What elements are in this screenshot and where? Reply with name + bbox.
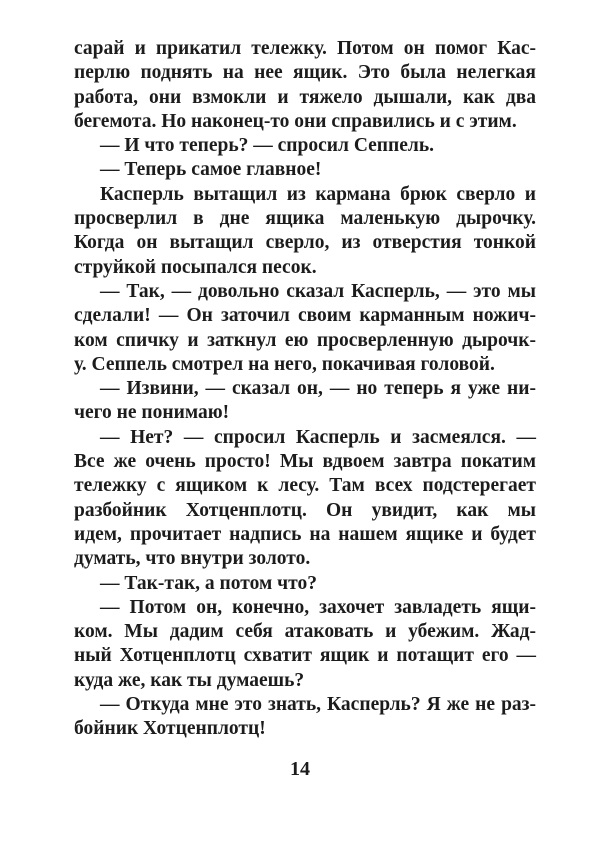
text-line: бойник Хотценплотц! — [74, 718, 266, 740]
text-line: ком. Мы дадим себя атаковать и убежим. Жад- — [74, 621, 536, 643]
text-line: ком спичку и заткнул ею просверленную дырочк- — [74, 329, 536, 351]
text-line: — Так-так, а потом что? — [100, 572, 317, 594]
text-line: думать, что внутри золото. — [74, 548, 311, 570]
text-line: ный Хотценплотц схватит ящик и потащит его — — [74, 645, 536, 667]
text-line: тележку с ящиком к лесу. Там всех подстерегает — [74, 475, 536, 497]
text-line: струйкой посыпался песок. — [74, 256, 317, 278]
text-line: — Извини, — сказал он, — но теперь я уже ни- — [100, 378, 536, 400]
text-line: просверлил в дне ящика маленькую дырочку. — [74, 208, 536, 230]
text-line: сарай и прикатил тележку. Потом он помог Кас- — [74, 38, 536, 59]
text-line: — Потом он, конечно, захочет завладеть ящи- — [100, 596, 536, 618]
text-line: Все же очень просто! Мы вдвоем завтра покатим — [74, 451, 536, 473]
text-line: чего не понимаю! — [74, 402, 230, 424]
body-text — [74, 37, 536, 742]
text-line: сделали! — Он заточил своим карманным ножич- — [74, 305, 536, 327]
text-line: — Так, — довольно сказал Касперль, — это мы — [100, 280, 536, 302]
text-line: Касперль вытащил из кармана брюк сверло и — [100, 183, 536, 205]
text-line: — И что теперь? — спросил Сеппель. — [100, 135, 435, 157]
text-line: куда же, как ты думаешь? — [74, 669, 305, 691]
page-number: 14 — [290, 758, 310, 780]
text-line: — Нет? — спросил Касперль и засмеялся. — — [100, 426, 536, 448]
text-line: разбойник Хотценплотц. Он увидит, как мы — [74, 499, 536, 521]
text-line: бегемота. Но наконец-то они справились и с этим. — [74, 110, 517, 132]
text-line: идем, прочитает надпись на нашем ящике и будет — [74, 523, 536, 545]
text-line: — Откуда мне это знать, Касперль? Я же не раз- — [100, 694, 536, 716]
text-line: Когда он вытащил сверло, из отверстия тонкой — [74, 232, 536, 254]
text-line: — Теперь самое главное! — [100, 159, 322, 181]
text-line: работа, они взмокли и тяжело дышали, как два — [74, 86, 536, 108]
text-line: перлю поднять на нее ящик. Это была нелегкая — [74, 62, 536, 84]
text-line: у. Сеппель смотрел на него, покачивая головой. — [74, 353, 495, 375]
